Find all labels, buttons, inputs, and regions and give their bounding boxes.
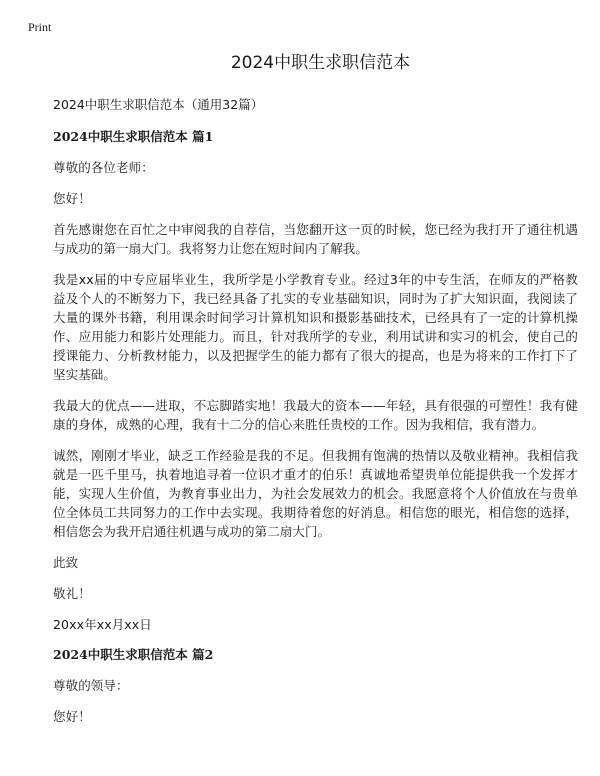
section-heading: 2024中职生求职信范本 篇1 [53, 129, 214, 144]
section-heading: 2024中职生求职信范本 篇2 [53, 647, 214, 662]
body-paragraph: 诚然，刚刚才毕业，缺乏工作经验是我的不足。但我拥有饱满的热情以及敬业精神。我相信我就是一匹千里马，执着地追寻着一位识才重才的伯乐！真诚地希望贵单位能提供我一个发挥才能，实现人生价值，为教育事业出力，为社会发展效力的机会。我愿意将个人价值放在与贵单位全体员工共同努力的工作中去实现。我期待着您的好消息。相信您的眼光，相信您的选择，相信您会为我开启通往机遇与成功的第二扇大门。 [53, 448, 578, 539]
salutation: 尊敬的各位老师： [53, 160, 154, 175]
section-2 [53, 646, 578, 726]
document-title: 2024中职生求职信范本 [230, 53, 411, 73]
document-body [53, 50, 578, 738]
body-paragraph: 首先感谢您在百忙之中审阅我的自荐信，当您翻开这一页的时候，您已经为我打开了通往机遇与成功的第一扇大门。我将努力让您在短时间内了解我。 [53, 222, 578, 256]
closing: 此致 [53, 555, 79, 570]
greeting: 您好！ [53, 191, 91, 206]
document-subtitle: 2024中职生求职信范本（通用32篇） [53, 97, 264, 112]
salutation: 尊敬的领导： [53, 678, 129, 693]
print-link[interactable]: Print [28, 20, 52, 34]
body-paragraph: 我最大的优点——进取，不忘脚踏实地！我最大的资本——年轻，具有很强的可塑性！我有健康的身体，成熟的心理，我有十二分的信心来胜任贵校的工作。因为我相信，我有潜力。 [53, 398, 578, 432]
body-paragraph: 我是xx届的中专应届毕业生，我所学是小学教育专业。经过3年的中专生活，在师友的严格教益及个人的不断努力下，我已经具备了扎实的专业基础知识，同时为了扩大知识面，我阅读了大量的课外书籍，利用课余时间学习计算机知识和摄影基础技术，已经具有了一定的计算机操作、应用能力和影片处理能力。而且，针对我所学的专业，利用试讲和实习的机会，使自己的授课能力、分析教材能力，以及把握学生的能力都有了很大的提高，也是为将来的工作打下了坚实基础。 [53, 272, 578, 382]
closing-salute: 敬礼！ [53, 586, 91, 601]
greeting: 您好！ [53, 709, 91, 724]
date-line: 20xx年xx月xx日 [53, 617, 152, 632]
section-1 [53, 128, 578, 634]
